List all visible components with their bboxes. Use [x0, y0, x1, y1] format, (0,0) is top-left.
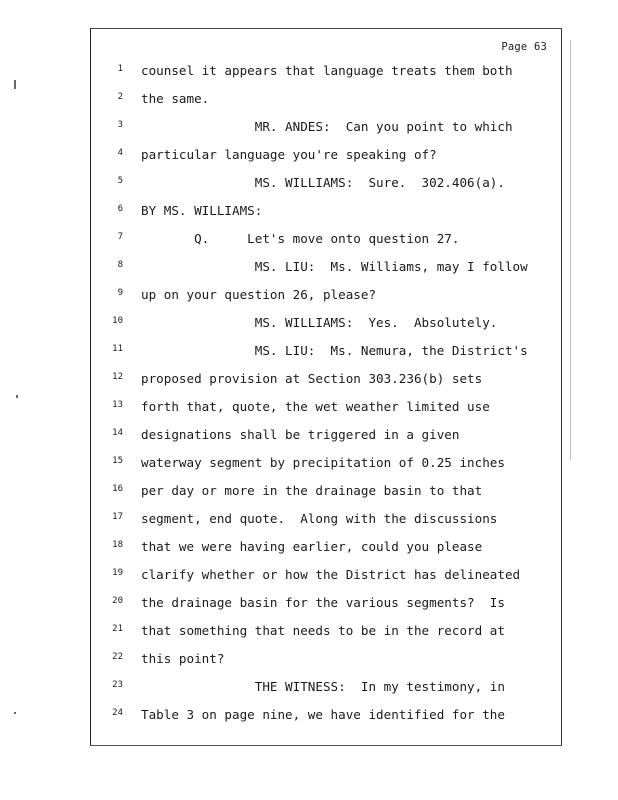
line-number: 8 [117, 260, 123, 270]
line-number: 4 [117, 148, 123, 158]
transcript-line [91, 397, 561, 425]
scan-speck [14, 80, 16, 89]
transcript-line [91, 593, 561, 621]
transcript-line [91, 145, 561, 173]
line-number: 12 [112, 372, 123, 382]
transcript-line [91, 341, 561, 369]
transcript-line [91, 705, 561, 733]
line-text: this point? [141, 651, 225, 666]
line-number: 24 [112, 708, 123, 718]
transcript-line [91, 481, 561, 509]
line-number: 3 [117, 120, 123, 130]
line-text: particular language you're speaking of? [141, 147, 437, 162]
line-number: 7 [117, 232, 123, 242]
line-number: 18 [112, 540, 123, 550]
line-text: clarify whether or how the District has delineated [141, 567, 521, 582]
scan-speck [14, 712, 16, 714]
line-number: 14 [112, 428, 123, 438]
transcript-line [91, 677, 561, 705]
line-number: 22 [112, 652, 123, 662]
line-number: 20 [112, 596, 123, 606]
transcript-line [91, 565, 561, 593]
line-number: 21 [112, 624, 123, 634]
line-text: the same. [141, 91, 210, 106]
line-number: 16 [112, 484, 123, 494]
transcript-line [91, 89, 561, 117]
line-text: up on your question 26, please? [141, 287, 377, 302]
line-text: per day or more in the drainage basin to that [141, 483, 483, 498]
transcript-line [91, 173, 561, 201]
line-number: 23 [112, 680, 123, 690]
scan-speck [16, 395, 18, 398]
line-text: MS. LIU: Ms. Williams, may I follow [141, 259, 528, 274]
line-text: waterway segment by precipitation of 0.25 inches [141, 455, 505, 470]
transcript-line [91, 229, 561, 257]
transcript-line [91, 257, 561, 285]
line-text: designations shall be triggered in a given [141, 427, 460, 442]
line-number: 19 [112, 568, 123, 578]
transcript-line [91, 425, 561, 453]
line-text: MS. WILLIAMS: Sure. 302.406(a). [141, 175, 505, 190]
line-number: 10 [112, 316, 123, 326]
transcript-line [91, 649, 561, 677]
line-text: Q. Let's move onto question 27. [141, 231, 460, 246]
transcript-line [91, 453, 561, 481]
transcript-line [91, 621, 561, 649]
line-number: 9 [117, 288, 123, 298]
line-text: MS. LIU: Ms. Nemura, the District's [141, 343, 528, 358]
line-text: THE WITNESS: In my testimony, in [141, 679, 505, 694]
line-text: that we were having earlier, could you please [141, 539, 483, 554]
line-number: 6 [117, 204, 123, 214]
line-number: 17 [112, 512, 123, 522]
transcript-line [91, 201, 561, 229]
transcript-line [91, 369, 561, 397]
line-text: BY MS. WILLIAMS: [141, 203, 263, 218]
line-text: MR. ANDES: Can you point to which [141, 119, 513, 134]
line-text: counsel it appears that language treats them both [141, 63, 513, 78]
scan-speck [570, 40, 571, 460]
transcript-line [91, 61, 561, 89]
line-number: 5 [117, 176, 123, 186]
line-number: 11 [112, 344, 123, 354]
line-text: forth that, quote, the wet weather limited use [141, 399, 490, 414]
page-number: Page 63 [501, 41, 547, 53]
line-text: that something that needs to be in the record at [141, 623, 505, 638]
line-text: Table 3 on page nine, we have identified for the [141, 707, 505, 722]
line-text: segment, end quote. Along with the discussions [141, 511, 498, 526]
line-number: 2 [117, 92, 123, 102]
line-number: 13 [112, 400, 123, 410]
transcript-line [91, 313, 561, 341]
line-number: 15 [112, 456, 123, 466]
line-text: MS. WILLIAMS: Yes. Absolutely. [141, 315, 498, 330]
transcript-line [91, 285, 561, 313]
transcript-page [90, 28, 562, 746]
line-number: 1 [117, 64, 123, 74]
transcript-line [91, 537, 561, 565]
line-text: proposed provision at Section 303.236(b) sets [141, 371, 483, 386]
transcript-line [91, 509, 561, 537]
line-text: the drainage basin for the various segments? Is [141, 595, 505, 610]
transcript-lines [91, 61, 561, 733]
transcript-line [91, 117, 561, 145]
